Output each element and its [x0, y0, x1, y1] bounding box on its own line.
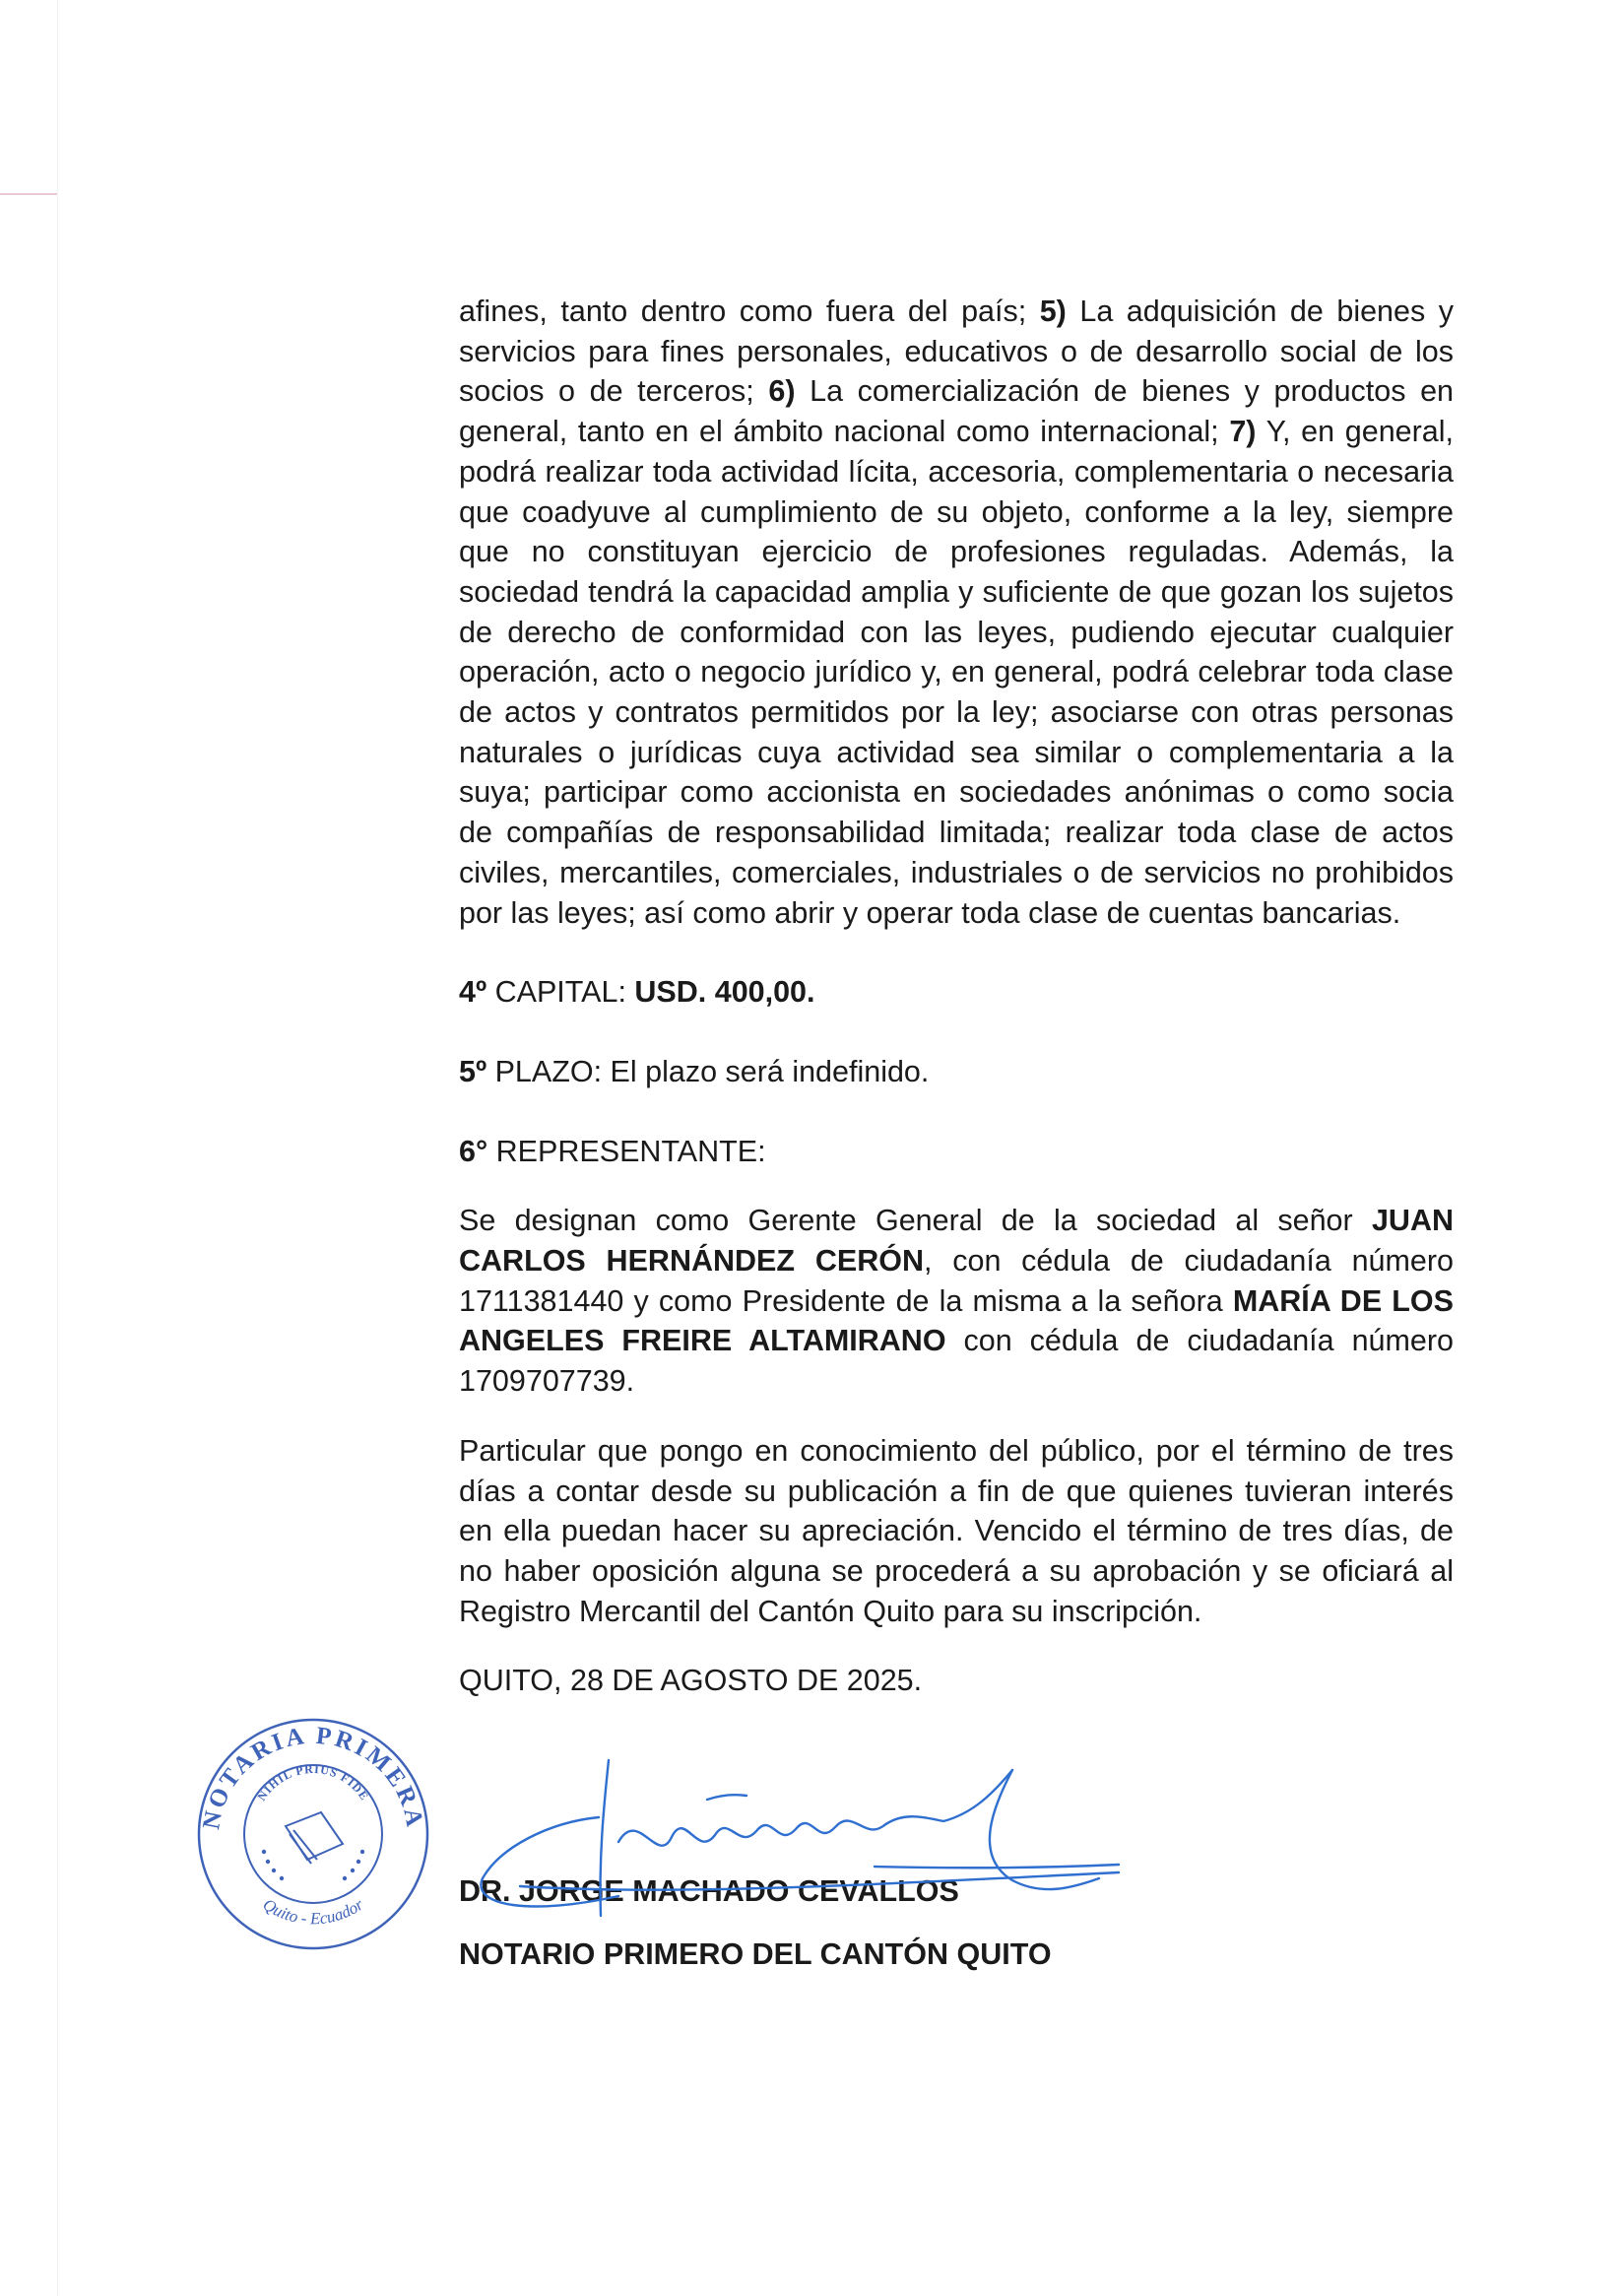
representante-heading: [459, 1132, 1454, 1172]
object-text: Y, en general, podrá realizar toda actividad lícita, accesoria, complementaria o necesaria que coadyuve al cumplimiento de su objeto, conforme a la ley, siempre que no constituyan ejercicio de profesiones reguladas. Además, la sociedad tendrá la capacidad amplia y suficiente de que gozan los sujetos de derecho de conformidad con las leyes, pudiendo ejecutar cualquier operación, acto o negocio jurídico y, en general, podrá celebrar toda clase de actos y contratos permitidos por la ley; asociarse con otras personas naturales o jurídicas cuya actividad sea similar o complementaria a la suya; participar como accionista en sociedades anónimas o como socia de compañías de responsabilidad limitada; realizar toda clase de actos civiles, mercantiles, comerciales, industriales o de servicios no prohibidos por las leyes; así como abrir y operar toda clase de cuentas bancarias.: [459, 415, 1454, 930]
item-number: 7): [1229, 415, 1257, 449]
seal-inner-text: NIHIL PRIUS FIDE: [254, 1761, 372, 1804]
president-name: MARÍA DE LOS ANGELES FREIRE ALTAMIRANO: [459, 1283, 1455, 1358]
notice-paragraph: Particular que pongo en conocimiento del público, por el término de tres días a contar desde su publicación a fin de que quienes tuvieran interés en ella puedan hacer su apreciación. Vencido el término de tres días, de no haber oposición alguna se procederá a su aprobación y se oficiará al Registro Mercantil del Cantón Quito para su inscripción.: [459, 1433, 1454, 1628]
book-icon: [286, 1812, 343, 1864]
clause-number: 4º: [459, 975, 487, 1010]
object-text: afines, tanto dentro como fuera del país;: [459, 295, 1040, 328]
notary-seal: [195, 1716, 431, 1952]
corner-mark: [0, 193, 57, 195]
capital-value: USD. 400,00.: [634, 975, 815, 1010]
item-number: 6): [768, 374, 796, 409]
seal-outer-text: NOTARIA PRIMERA: [198, 1722, 428, 1832]
date-line: QUITO, 28 DE AGOSTO DE 2025.: [459, 1664, 923, 1698]
object-text: La adquisición de bienes y servicios para fines personales, educativos o de desarrollo social de los socios o de terceros;: [459, 295, 1455, 409]
designation-paragraph: [459, 1201, 1454, 1402]
designation-text: , con cédula de ciudadanía número 1711381440 y como Presidente de la misma a la señora: [459, 1244, 1454, 1318]
clause-label: REPRESENTANTE:: [487, 1134, 766, 1168]
notary-title: NOTARIO PRIMERO DEL CANTÓN QUITO: [459, 1937, 1052, 1971]
object-text: La comercialización de bienes y productos en general, tanto en el ámbito nacional como internacional;: [459, 374, 1454, 449]
object-paragraph: [459, 292, 1454, 933]
plazo-line: [459, 1052, 1454, 1092]
capital-line: [459, 972, 1454, 1013]
notary-name: DR. JORGE MACHADO CEVALLOS: [459, 1874, 959, 1908]
seal-bottom-text: Quito - Ecuador: [259, 1894, 367, 1929]
clause-label: CAPITAL:: [486, 975, 635, 1010]
designation-text: con cédula de ciudadanía número 1709707739.: [459, 1324, 1454, 1399]
manager-name: JUAN CARLOS HERNÁNDEZ CERÓN: [459, 1204, 1454, 1279]
clause-number: 5º: [459, 1054, 487, 1088]
handwritten-signature: [461, 1748, 1131, 1945]
document-body: [459, 292, 1454, 1701]
clause-text: PLAZO: El plazo será indefinido.: [486, 1054, 930, 1088]
clause-number: 6°: [459, 1134, 488, 1168]
item-number: 5): [1039, 295, 1067, 328]
page-edge: [57, 0, 58, 2296]
designation-text: Se designan como Gerente General de la sociedad al señor: [459, 1204, 1372, 1238]
